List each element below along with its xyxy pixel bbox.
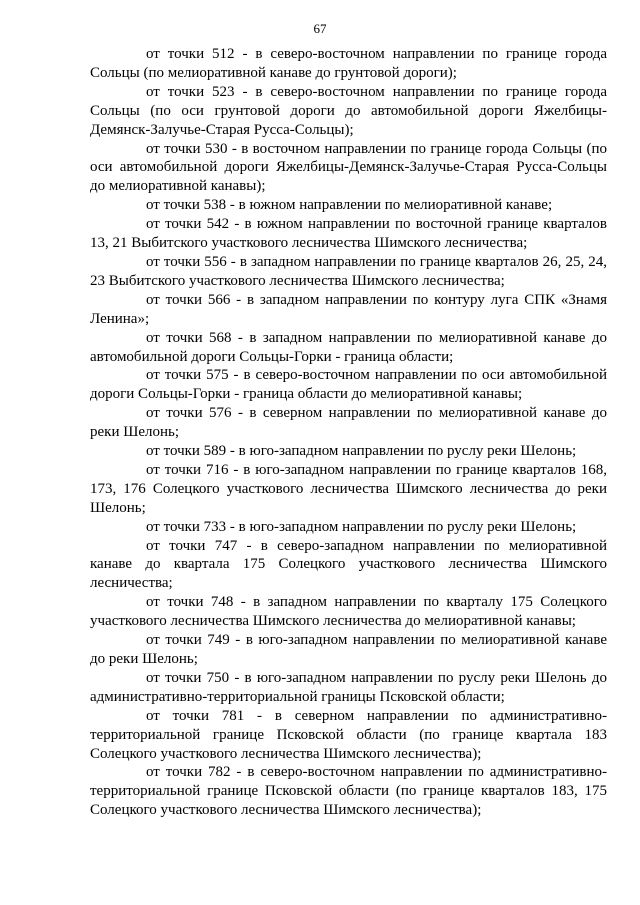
paragraph: от точки 512 - в северо-восточном направлении по границе города Сольцы (по мелиоративной канаве до грунтовой дороги);	[90, 46, 607, 81]
paragraph: от точки 781 - в северном направлении по административно-территориальной границе Псковской области (по границе квартала 183 Солецкого участкового лесничества Шимского лесничества);	[90, 707, 607, 762]
paragraph: от точки 749 - в юго-западном направлении по мелиоративной канаве до реки Шелонь;	[90, 632, 607, 667]
paragraph: от точки 589 - в юго-западном направлении по руслу реки Шелонь;	[146, 443, 577, 460]
paragraph: от точки 556 - в западном направлении по границе кварталов 26, 25, 24, 23 Выбитского участкового лесничества Шимского лесничества;	[90, 253, 607, 289]
paragraph: от точки 747 - в северо-западном направлении по мелиоративной канаве до квартала 175 Солецкого участкового лесничества Шимского лесничества;	[90, 537, 607, 592]
paragraph: от точки 523 - в северо-восточном направлении по границе города Сольцы (по оси грунтовой дороги до автомобильной дороги Яжелбицы-Демянск-Залучье-Старая Русса-Сольцы);	[90, 83, 607, 138]
paragraph: от точки 575 - в северо-восточном направлении по оси автомобильной дороги Сольцы-Горки - граница области до мелиоративной канавы;	[90, 367, 607, 403]
paragraph: от точки 716 - в юго-западном направлении по границе кварталов 168, 173, 176 Солецкого участкового лесничества Шимского лесничества до реки Шелонь;	[90, 461, 607, 516]
paragraph: от точки 542 - в южном направлении по восточной границе кварталов 13, 21 Выбитского участкового лесничества Шимского лесничества;	[90, 216, 607, 252]
document-body	[90, 45, 607, 820]
paragraph: от точки 538 - в южном направлении по мелиоративной канаве;	[146, 197, 553, 214]
paragraph: от точки 782 - в северо-восточном направлении по административно-территориальной границе Псковской области (по границе кварталов 183, 175 Солецкого участкового лесничества Шимского лесничества);	[90, 764, 607, 819]
paragraph: от точки 568 - в западном направлении по мелиоративной канаве до автомобильной дороги Сольцы-Горки - граница области;	[90, 329, 607, 365]
paragraph: от точки 566 - в западном направлении по контуру луга СПК «Знамя Ленина»;	[90, 291, 607, 327]
page-number: 67	[313, 21, 327, 36]
paragraph: от точки 750 - в юго-западном направлении по руслу реки Шелонь до административно-территориальной границы Псковской области;	[90, 669, 607, 705]
paragraph: от точки 576 - в северном направлении по мелиоративной канаве до реки Шелонь;	[90, 405, 607, 441]
paragraph: от точки 748 - в западном направлении по кварталу 175 Солецкого участкового лесничества Шимского лесничества до мелиоративной канавы;	[90, 594, 607, 630]
paragraph: от точки 733 - в юго-западном направлении по руслу реки Шелонь;	[146, 518, 577, 535]
paragraph: от точки 530 - в восточном направлении по границе города Сольцы (по оси автомобильной дороги Яжелбицы-Демянск-Залучье-Старая Русса-Сольцы до мелиоративной канавы);	[90, 140, 607, 195]
